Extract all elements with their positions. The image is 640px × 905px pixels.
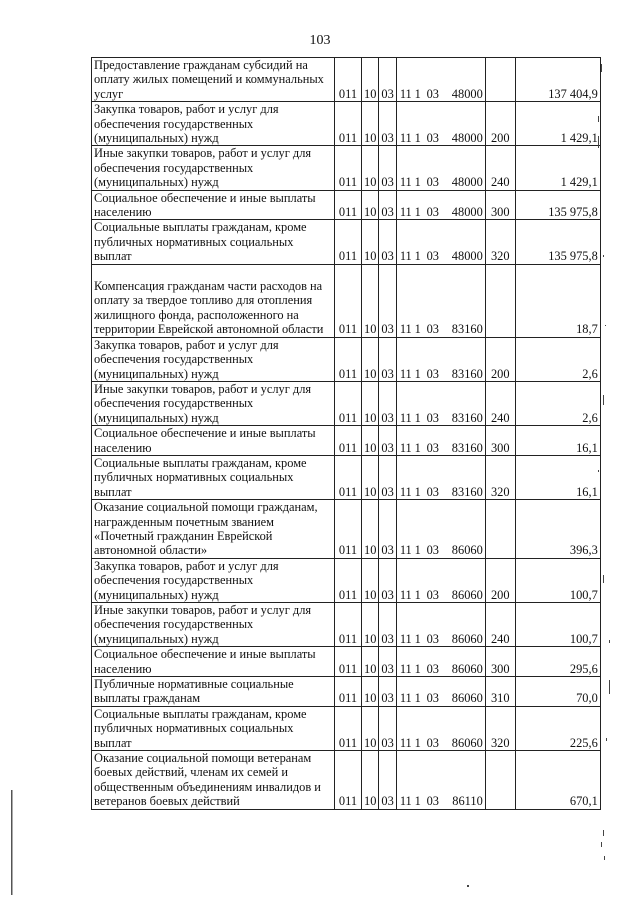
expense-type-code: [485, 751, 515, 810]
ministry-code: 011: [335, 706, 362, 750]
amount: 135 975,8: [515, 190, 600, 220]
program-code: 11: [399, 322, 412, 337]
direction-code: 48000: [451, 86, 483, 101]
table-row: [92, 102, 601, 146]
subprogram-code: 1: [414, 440, 421, 455]
direction-code: 86110: [452, 794, 483, 809]
direction-code: 86060: [451, 735, 483, 750]
target-article-code: [396, 500, 485, 559]
row-name: Социальные выплаты гражданам, кроме публичных нормативных социальных выплат: [92, 455, 335, 499]
row-name: Иные закупки товаров, работ и услуг для обеспечения государственных (муниципальных) нужд: [92, 146, 335, 190]
table-row: [92, 146, 601, 190]
subsection-code: 03: [379, 603, 396, 647]
row-name: Социальные выплаты гражданам, кроме публичных нормативных социальных выплат: [92, 706, 335, 750]
amount: 1 429,1: [515, 146, 600, 190]
budget-table: [91, 57, 601, 810]
main-event-code: 03: [426, 661, 439, 676]
amount: 2,6: [515, 381, 600, 425]
ministry-code: 011: [335, 220, 362, 264]
direction-code: 48000: [451, 131, 483, 146]
program-code: 11: [399, 484, 412, 499]
expense-type-code: 300: [485, 426, 515, 456]
amount: 2,6: [515, 337, 600, 381]
row-name: Закупка товаров, работ и услуг для обеспечения государственных (муниципальных) нужд: [92, 102, 335, 146]
main-event-code: 03: [426, 440, 439, 455]
subprogram-code: 1: [414, 410, 421, 425]
table-row: [92, 220, 601, 264]
subprogram-code: 1: [414, 86, 421, 101]
ministry-code: 011: [335, 558, 362, 602]
row-name: Социальное обеспечение и иные выплаты населению: [92, 647, 335, 677]
subprogram-code: 1: [414, 175, 421, 190]
expense-type-code: 200: [485, 558, 515, 602]
ministry-code: 011: [335, 381, 362, 425]
amount: 16,1: [515, 455, 600, 499]
ministry-code: 011: [335, 500, 362, 559]
table-row: [92, 677, 601, 707]
expense-type-code: 310: [485, 677, 515, 707]
main-event-code: 03: [426, 410, 439, 425]
target-article-code: [396, 751, 485, 810]
direction-code: 48000: [451, 205, 483, 220]
subprogram-code: 1: [414, 543, 421, 558]
table-row: [92, 190, 601, 220]
expense-type-code: 240: [485, 146, 515, 190]
main-event-code: 03: [426, 366, 439, 381]
main-event-code: 03: [426, 249, 439, 264]
ministry-code: 011: [335, 264, 362, 337]
program-code: 11: [399, 131, 412, 146]
table-row: [92, 751, 601, 810]
table-row: [92, 500, 601, 559]
direction-code: 86060: [451, 587, 483, 602]
expense-type-code: 200: [485, 102, 515, 146]
section-code: 10: [362, 706, 379, 750]
table-row: [92, 558, 601, 602]
target-article-code: [396, 264, 485, 337]
section-code: 10: [362, 647, 379, 677]
direction-code: 48000: [451, 175, 483, 190]
target-article-code: [396, 455, 485, 499]
subprogram-code: 1: [414, 322, 421, 337]
main-event-code: 03: [426, 322, 439, 337]
table-row: [92, 706, 601, 750]
table-row: [92, 264, 601, 337]
subsection-code: 03: [379, 706, 396, 750]
row-name: Компенсация гражданам части расходов на оплату за твердое топливо для отопления жилищного фонда, расположенного на территории Еврейской автономной области: [92, 264, 335, 337]
amount: 70,0: [515, 677, 600, 707]
expense-type-code: 320: [485, 455, 515, 499]
subsection-code: 03: [379, 647, 396, 677]
subprogram-code: 1: [414, 587, 421, 602]
amount: 225,6: [515, 706, 600, 750]
main-event-code: 03: [426, 484, 439, 499]
amount: 135 975,8: [515, 220, 600, 264]
section-code: 10: [362, 190, 379, 220]
table-row: [92, 647, 601, 677]
target-article-code: [396, 146, 485, 190]
row-name: Публичные нормативные социальные выплаты гражданам: [92, 677, 335, 707]
subsection-code: 03: [379, 220, 396, 264]
main-event-code: 03: [426, 691, 439, 706]
main-event-code: 03: [426, 735, 439, 750]
subprogram-code: 1: [414, 484, 421, 499]
main-event-code: 03: [426, 587, 439, 602]
amount: 396,3: [515, 500, 600, 559]
expense-type-code: 240: [485, 603, 515, 647]
expense-type-code: 320: [485, 220, 515, 264]
row-name: Закупка товаров, работ и услуг для обеспечения государственных (муниципальных) нужд: [92, 558, 335, 602]
row-name: Социальное обеспечение и иные выплаты населению: [92, 190, 335, 220]
subsection-code: 03: [379, 264, 396, 337]
program-code: 11: [399, 794, 412, 809]
section-code: 10: [362, 603, 379, 647]
table-row: [92, 603, 601, 647]
section-code: 10: [362, 751, 379, 810]
row-name: Иные закупки товаров, работ и услуг для обеспечения государственных (муниципальных) нужд: [92, 381, 335, 425]
ministry-code: 011: [335, 677, 362, 707]
target-article-code: [396, 677, 485, 707]
subprogram-code: 1: [414, 691, 421, 706]
subsection-code: 03: [379, 751, 396, 810]
page-number: 103: [309, 33, 331, 48]
program-code: 11: [399, 631, 412, 646]
subprogram-code: 1: [414, 131, 421, 146]
program-code: 11: [399, 249, 412, 264]
direction-code: 83160: [451, 484, 483, 499]
expense-type-code: 200: [485, 337, 515, 381]
ministry-code: 011: [335, 337, 362, 381]
main-event-code: 03: [426, 631, 439, 646]
target-article-code: [396, 558, 485, 602]
program-code: 11: [399, 691, 412, 706]
subsection-code: 03: [379, 58, 396, 102]
program-code: 11: [399, 86, 412, 101]
target-article-code: [396, 102, 485, 146]
row-name: Оказание социальной помощи ветеранам боевых действий, членам их семей и общественным объединениям инвалидов и ветеранов боевых действий: [92, 751, 335, 810]
section-code: 10: [362, 558, 379, 602]
expense-type-code: 300: [485, 190, 515, 220]
direction-code: 83160: [451, 366, 483, 381]
section-code: 10: [362, 220, 379, 264]
subsection-code: 03: [379, 102, 396, 146]
amount: 100,7: [515, 603, 600, 647]
expense-type-code: 320: [485, 706, 515, 750]
direction-code: 86060: [451, 661, 483, 676]
direction-code: 86060: [451, 543, 483, 558]
section-code: 10: [362, 500, 379, 559]
table-row: [92, 426, 601, 456]
expense-type-code: [485, 264, 515, 337]
main-event-code: 03: [426, 86, 439, 101]
amount: 670,1: [515, 751, 600, 810]
target-article-code: [396, 58, 485, 102]
subsection-code: 03: [379, 190, 396, 220]
section-code: 10: [362, 381, 379, 425]
ministry-code: 011: [335, 102, 362, 146]
target-article-code: [396, 647, 485, 677]
subsection-code: 03: [379, 381, 396, 425]
direction-code: 48000: [451, 249, 483, 264]
row-name: Социальные выплаты гражданам, кроме публичных нормативных социальных выплат: [92, 220, 335, 264]
direction-code: 86060: [451, 631, 483, 646]
program-code: 11: [399, 205, 412, 220]
program-code: 11: [399, 410, 412, 425]
direction-code: 83160: [451, 322, 483, 337]
ministry-code: 011: [335, 455, 362, 499]
subsection-code: 03: [379, 337, 396, 381]
subprogram-code: 1: [414, 205, 421, 220]
expense-type-code: [485, 58, 515, 102]
program-code: 11: [399, 587, 412, 602]
section-code: 10: [362, 102, 379, 146]
table-row: [92, 58, 601, 102]
target-article-code: [396, 220, 485, 264]
ministry-code: 011: [335, 603, 362, 647]
target-article-code: [396, 381, 485, 425]
program-code: 11: [399, 661, 412, 676]
program-code: 11: [399, 366, 412, 381]
amount: 100,7: [515, 558, 600, 602]
subsection-code: 03: [379, 500, 396, 559]
section-code: 10: [362, 426, 379, 456]
target-article-code: [396, 706, 485, 750]
row-name: Оказание социальной помощи гражданам, награжденным почетным званием «Почетный гражданин Еврейской автономной области»: [92, 500, 335, 559]
direction-code: 83160: [451, 410, 483, 425]
target-article-code: [396, 337, 485, 381]
amount: 295,6: [515, 647, 600, 677]
section-code: 10: [362, 146, 379, 190]
subsection-code: 03: [379, 558, 396, 602]
row-name: Иные закупки товаров, работ и услуг для обеспечения государственных (муниципальных) нужд: [92, 603, 335, 647]
subprogram-code: 1: [414, 661, 421, 676]
subsection-code: 03: [379, 426, 396, 456]
table-row: [92, 455, 601, 499]
ministry-code: 011: [335, 426, 362, 456]
main-event-code: 03: [426, 205, 439, 220]
subsection-code: 03: [379, 146, 396, 190]
amount: 16,1: [515, 426, 600, 456]
row-name: Закупка товаров, работ и услуг для обеспечения государственных (муниципальных) нужд: [92, 337, 335, 381]
subprogram-code: 1: [414, 366, 421, 381]
subprogram-code: 1: [414, 249, 421, 264]
ministry-code: 011: [335, 58, 362, 102]
direction-code: 86060: [451, 691, 483, 706]
ministry-code: 011: [335, 146, 362, 190]
subprogram-code: 1: [414, 794, 421, 809]
section-code: 10: [362, 58, 379, 102]
row-name: Предоставление гражданам субсидий на оплату жилых помещений и коммунальных услуг: [92, 58, 335, 102]
program-code: 11: [399, 543, 412, 558]
program-code: 11: [399, 735, 412, 750]
expense-type-code: [485, 500, 515, 559]
expense-type-code: 240: [485, 381, 515, 425]
program-code: 11: [399, 175, 412, 190]
main-event-code: 03: [426, 175, 439, 190]
section-code: 10: [362, 455, 379, 499]
amount: 1 429,1: [515, 102, 600, 146]
main-event-code: 03: [426, 794, 439, 809]
target-article-code: [396, 426, 485, 456]
amount: 137 404,9: [515, 58, 600, 102]
subprogram-code: 1: [414, 631, 421, 646]
section-code: 10: [362, 677, 379, 707]
subsection-code: 03: [379, 677, 396, 707]
ministry-code: 011: [335, 190, 362, 220]
section-code: 10: [362, 337, 379, 381]
amount: 18,7: [515, 264, 600, 337]
target-article-code: [396, 603, 485, 647]
subprogram-code: 1: [414, 735, 421, 750]
program-code: 11: [399, 440, 412, 455]
table-row: [92, 337, 601, 381]
subsection-code: 03: [379, 455, 396, 499]
ministry-code: 011: [335, 647, 362, 677]
ministry-code: 011: [335, 751, 362, 810]
main-event-code: 03: [426, 543, 439, 558]
direction-code: 83160: [451, 440, 483, 455]
section-code: 10: [362, 264, 379, 337]
main-event-code: 03: [426, 131, 439, 146]
row-name: Социальное обеспечение и иные выплаты населению: [92, 426, 335, 456]
expense-type-code: 300: [485, 647, 515, 677]
target-article-code: [396, 190, 485, 220]
table-row: [92, 381, 601, 425]
